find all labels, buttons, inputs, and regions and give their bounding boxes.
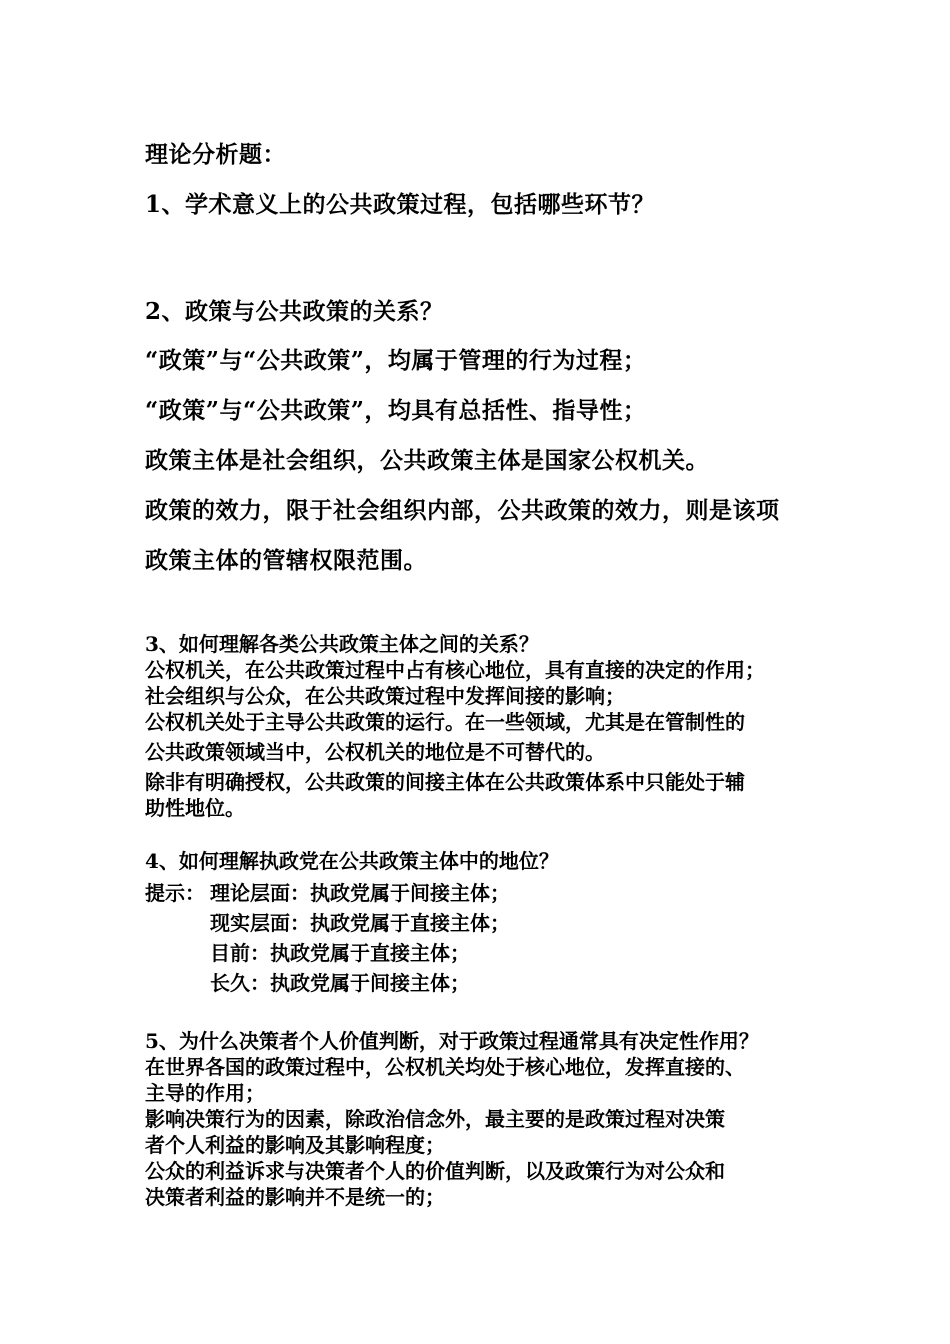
q4-hint-line: 现实层面：执政党属于直接主体； [210, 911, 510, 935]
hint-label: 提示： [145, 881, 205, 905]
q5-answer-line: 者个人利益的影响及其影响程度； [145, 1133, 445, 1157]
q5-answer-line: 主导的作用； [145, 1081, 265, 1105]
q3-answer-line: 社会组织与公众，在公共政策过程中发挥间接的影响； [145, 684, 625, 708]
q5-answer-line: 公众的利益诉求与决策者个人的价值判断，以及政策行为对公众和 [145, 1159, 725, 1183]
q4-hint-line: 目前：执政党属于直接主体； [210, 941, 470, 965]
q2-answer-line: “政策”与“公共政策”，均具有总括性、指导性； [145, 397, 647, 424]
question-2: 2、政策与公共政策的关系？ [145, 298, 444, 325]
q2-answer-line: “政策”与“公共政策”，均属于管理的行为过程； [145, 347, 647, 374]
question-5: 5、为什么决策者个人价值判断，对于政策过程通常具有决定性作用？ [145, 1029, 759, 1053]
q5-answer-line: 在世界各国的政策过程中，公权机关均处于核心地位，发挥直接的、 [145, 1055, 745, 1079]
q5-answer-line: 影响决策行为的因素，除政治信念外，最主要的是政策过程对决策 [145, 1107, 725, 1131]
section-title: 理论分析题： [145, 141, 286, 168]
q3-answer-line: 助性地位。 [145, 796, 245, 820]
q4-hint-line: 理论层面：执政党属于间接主体； [210, 881, 510, 905]
q3-answer-line: 除非有明确授权，公共政策的间接主体在公共政策体系中只能处于辅 [145, 770, 745, 794]
question-4: 4、如何理解执政党在公共政策主体中的地位？ [145, 849, 559, 873]
q2-answer-line: 政策的效力，限于社会组织内部，公共政策的效力，则是该项 [145, 497, 780, 524]
q4-hint-line: 长久：执政党属于间接主体； [210, 971, 470, 995]
question-3: 3、如何理解各类公共政策主体之间的关系？ [145, 632, 539, 656]
q2-answer-line: 政策主体是社会组织，公共政策主体是国家公权机关。 [145, 447, 709, 474]
q3-answer-line: 公共政策领域当中，公权机关的地位是不可替代的。 [145, 740, 605, 764]
q3-answer-line: 公权机关，在公共政策过程中占有核心地位，具有直接的决定的作用； [145, 658, 765, 682]
question-1: 1、学术意义上的公共政策过程，包括哪些环节？ [145, 191, 656, 218]
q2-answer-line: 政策主体的管辖权限范围。 [145, 547, 427, 574]
q3-answer-line: 公权机关处于主导公共政策的运行。在一些领域，尤其是在管制性的 [145, 710, 745, 734]
q5-answer-line: 决策者利益的影响并不是统一的； [145, 1185, 445, 1209]
